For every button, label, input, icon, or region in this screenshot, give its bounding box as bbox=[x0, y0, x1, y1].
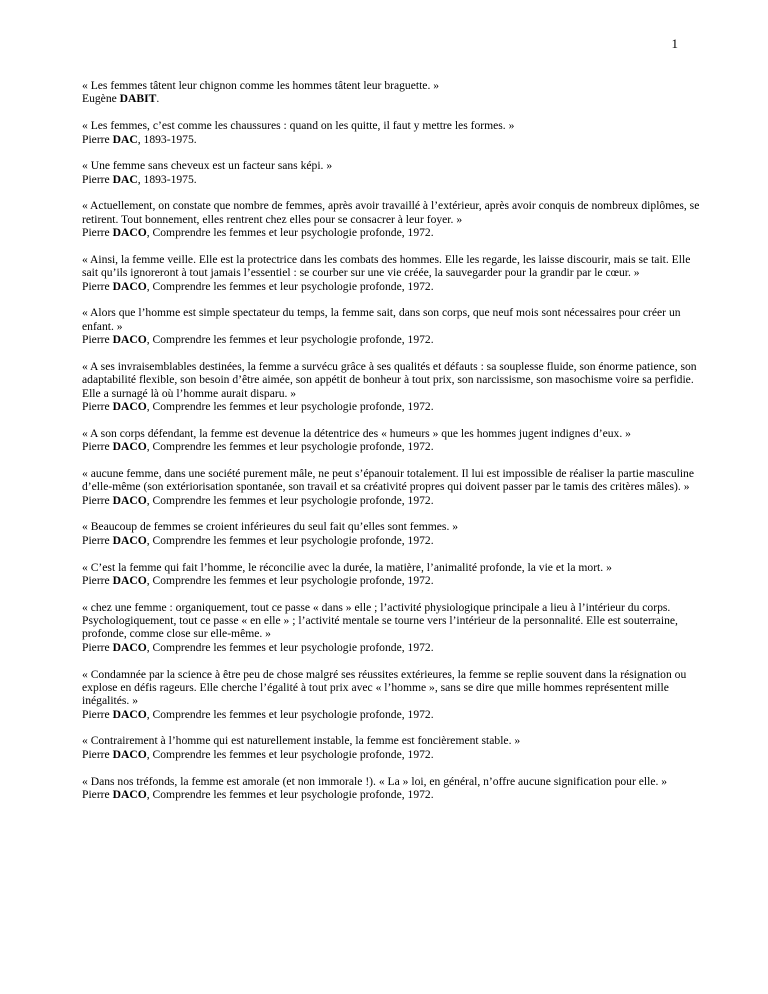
quote-text: « Ainsi, la femme veille. Elle est la protectrice dans les combats des hommes. Elle les regarde, les laisse discourir, mais se tait. Elle sait qu’ils ignoreront à tout jamais l’essentiel : se courber sur une vie créée, la sauvegarder pour la grandir par le cœur. » bbox=[82, 252, 691, 280]
quote-text: « Condamnée par la science à être peu de chose malgré ses réussites extérieures, la femme se replie souvent dans la résignation ou explose en défis rageurs. Elle cherche l’égalité à tout prix avec « l’homme », sans se dire que mille hommes représentent mille inégalités. » bbox=[82, 667, 687, 708]
quote-text: « Les femmes tâtent leur chignon comme les hommes tâtent leur braguette. » bbox=[82, 79, 440, 92]
attribution bbox=[82, 708, 702, 721]
author-last-name: DACO bbox=[112, 226, 147, 240]
author-first-name: Pierre bbox=[82, 400, 110, 414]
author-first-name: Pierre bbox=[82, 533, 110, 547]
attribution bbox=[82, 748, 702, 761]
attribution-source: , Comprendre les femmes et leur psychologie profonde, 1972. bbox=[146, 279, 434, 293]
quote-block bbox=[82, 427, 702, 454]
quote-text: « Dans nos tréfonds, la femme est amorale (et non immorale !). « La » loi, en général, n’offre aucune signification pour elle. » bbox=[82, 774, 668, 788]
quote-block bbox=[82, 520, 702, 547]
author-first-name: Pierre bbox=[82, 226, 110, 240]
attribution-source: , Comprendre les femmes et leur psychologie profonde, 1972. bbox=[146, 400, 434, 414]
quote-text: « aucune femme, dans une société purement mâle, ne peut s’épanouir totalement. Il lui est impossible de réaliser la partie masculine d’elle-même (son extériorisation spontanée, son travail et sa créativité propres qui doivent passer par le tamis des critères mâles). » bbox=[82, 466, 695, 494]
attribution-source: , Comprendre les femmes et leur psychologie profonde, 1972. bbox=[146, 747, 434, 761]
author-first-name: Pierre bbox=[82, 747, 110, 761]
quote-block bbox=[82, 561, 702, 588]
attribution-source: , Comprendre les femmes et leur psychologie profonde, 1972. bbox=[146, 573, 434, 587]
attribution bbox=[82, 173, 702, 186]
quote-text: « Une femme sans cheveux est un facteur sans képi. » bbox=[82, 159, 333, 173]
author-last-name: DAC bbox=[112, 132, 138, 146]
quote-block bbox=[82, 360, 702, 414]
author-last-name: DACO bbox=[112, 400, 147, 414]
author-first-name: Pierre bbox=[82, 573, 110, 587]
quote-block bbox=[82, 601, 702, 655]
author-first-name: Pierre bbox=[82, 493, 110, 507]
quote-block bbox=[82, 467, 702, 507]
attribution-source: , Comprendre les femmes et leur psychologie profonde, 1972. bbox=[146, 440, 434, 454]
attribution-source: . bbox=[156, 92, 160, 106]
attribution bbox=[82, 400, 702, 413]
author-first-name: Pierre bbox=[82, 279, 110, 293]
author-last-name: DACO bbox=[112, 747, 147, 761]
quote-text: « Beaucoup de femmes se croient inférieures du seul fait qu’elles sont femmes. » bbox=[82, 520, 459, 534]
quote-block bbox=[82, 734, 702, 761]
attribution bbox=[82, 641, 702, 654]
author-first-name: Pierre bbox=[82, 172, 110, 186]
attribution-source: , Comprendre les femmes et leur psychologie profonde, 1972. bbox=[146, 707, 434, 721]
quote-block bbox=[82, 159, 702, 186]
quote-block bbox=[82, 306, 702, 346]
quote-text: « chez une femme : organiquement, tout ce passe « dans » elle ; l’activité physiologique principale a lieu à l’intérieur du corps. Psychologiquement, tout ce passe « en elle » ; l’activité mentale se tourne vers l’intérieur de la personnalité. Elle est souterraine, profonde, comme close sur elle-même. » bbox=[82, 600, 678, 641]
attribution bbox=[82, 788, 702, 801]
quote-block bbox=[82, 199, 702, 239]
attribution-source: , Comprendre les femmes et leur psychologie profonde, 1972. bbox=[146, 493, 434, 507]
attribution bbox=[82, 534, 702, 547]
quote-block bbox=[82, 668, 702, 722]
attribution-source: , 1893-1975. bbox=[137, 172, 197, 186]
author-first-name: Pierre bbox=[82, 440, 110, 454]
author-last-name: DACO bbox=[112, 440, 147, 454]
quote-text: « Contrairement à l’homme qui est naturellement instable, la femme est foncièrement stable. » bbox=[82, 734, 521, 748]
quote-text: « Alors que l’homme est simple spectateur du temps, la femme sait, dans son corps, que neuf mois sont nécessaires pour créer un enfant. » bbox=[82, 306, 681, 333]
attribution bbox=[82, 133, 702, 146]
quote-text: « Les femmes, c’est comme les chaussures : quand on les quitte, il faut y mettre les formes. » bbox=[82, 119, 515, 133]
attribution bbox=[82, 92, 702, 105]
quote-list bbox=[82, 79, 702, 815]
quote-text: « Actuellement, on constate que nombre de femmes, après avoir travaillé à l’extérieur, après avoir conquis de nombreux diplômes, se retirent. Tout bonnement, elles rentrent chez elles pour se consacrer à leur foyer. » bbox=[82, 199, 700, 226]
attribution-source: , Comprendre les femmes et leur psychologie profonde, 1972. bbox=[146, 226, 434, 240]
attribution bbox=[82, 440, 702, 453]
quote-block bbox=[82, 253, 702, 293]
author-first-name: Pierre bbox=[82, 788, 110, 801]
attribution-source: , Comprendre les femmes et leur psychologie profonde, 1972. bbox=[146, 640, 434, 654]
author-last-name: DACO bbox=[112, 788, 147, 801]
attribution bbox=[82, 574, 702, 587]
author-last-name: DACO bbox=[112, 707, 147, 721]
attribution-source: , Comprendre les femmes et leur psychologie profonde, 1972. bbox=[146, 788, 434, 801]
attribution bbox=[82, 280, 702, 293]
author-last-name: DACO bbox=[112, 279, 147, 293]
quote-block bbox=[82, 79, 702, 106]
attribution-source: , 1893-1975. bbox=[137, 132, 197, 146]
author-last-name: DACO bbox=[112, 333, 147, 347]
attribution-source: , Comprendre les femmes et leur psychologie profonde, 1972. bbox=[146, 533, 434, 547]
author-last-name: DACO bbox=[112, 640, 147, 654]
quote-text: « A son corps défendant, la femme est devenue la détentrice des « humeurs » que les hommes jugent indignes d’eux. » bbox=[82, 426, 631, 440]
author-first-name: Pierre bbox=[82, 132, 110, 146]
attribution bbox=[82, 494, 702, 507]
author-last-name: DACO bbox=[112, 573, 147, 587]
author-first-name: Pierre bbox=[82, 333, 110, 347]
attribution bbox=[82, 226, 702, 239]
attribution-source: , Comprendre les femmes et leur psychologie profonde, 1972. bbox=[146, 333, 434, 347]
author-last-name: DACO bbox=[112, 533, 147, 547]
author-first-name: Pierre bbox=[82, 707, 110, 721]
quote-text: « A ses invraisemblables destinées, la femme a survécu grâce à ses qualités et défauts : sa souplesse fluide, son énorme patience, son adaptabilité flexible, son besoin d’être aimée, son appétit de bonheur à tout prix, son narcissisme, son masochisme voire sa perfidie. Elle a surnagé là où l’homme aurait disparu. » bbox=[82, 359, 697, 400]
author-last-name: DABIT bbox=[119, 92, 157, 106]
author-first-name: Pierre bbox=[82, 640, 110, 654]
quote-text: « C’est la femme qui fait l’homme, le réconcilie avec la durée, la matière, l’animalité profonde, la vie et la mort. » bbox=[82, 560, 612, 574]
author-last-name: DAC bbox=[112, 172, 138, 186]
attribution bbox=[82, 333, 702, 346]
quote-block bbox=[82, 119, 702, 146]
author-last-name: DACO bbox=[112, 493, 147, 507]
author-first-name: Eugène bbox=[82, 92, 117, 106]
page-number: 1 bbox=[671, 36, 678, 51]
quote-block bbox=[82, 775, 702, 802]
